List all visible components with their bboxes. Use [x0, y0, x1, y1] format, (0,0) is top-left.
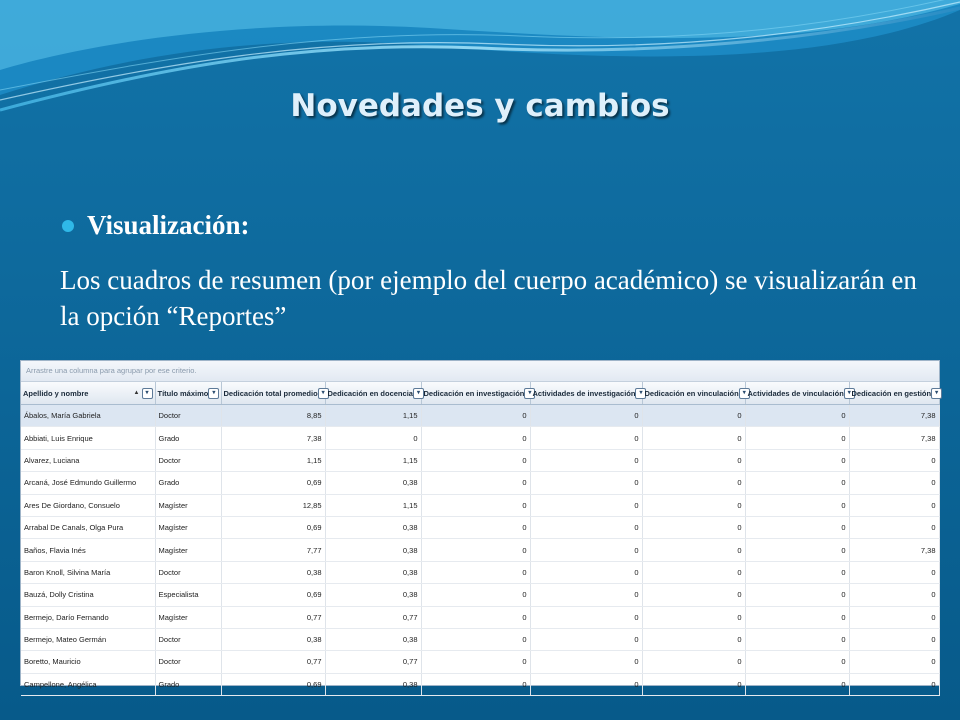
column-header-label: Dedicación en vinculación: [644, 388, 739, 398]
table-cell: 0,38: [325, 628, 421, 650]
table-cell: 0: [421, 651, 530, 673]
bullet-dot-icon: [62, 220, 74, 232]
table-cell: 0: [745, 472, 849, 494]
table-row[interactable]: [21, 584, 939, 606]
table-cell: 0: [530, 449, 642, 471]
table-cell: 0,38: [325, 539, 421, 561]
table-cell: 1,15: [221, 449, 325, 471]
table-cell: 0,69: [221, 584, 325, 606]
bullet-item: [62, 210, 250, 241]
bullet-heading: Visualización:: [87, 210, 250, 240]
table-cell: 0,69: [221, 516, 325, 538]
table-cell: 0: [849, 628, 939, 650]
table-cell: 0: [642, 561, 745, 583]
table-cell: 0: [642, 651, 745, 673]
table-cell: Bermejo, Darío Fernando: [21, 606, 155, 628]
table-cell: Arrabal De Canals, Olga Pura: [21, 516, 155, 538]
table-cell: 7,38: [221, 427, 325, 449]
table-cell: 0: [421, 449, 530, 471]
table-cell: 0: [849, 449, 939, 471]
table-cell: Doctor: [155, 651, 221, 673]
table-cell: 0: [530, 516, 642, 538]
table-cell: 0: [642, 628, 745, 650]
table-cell: 7,38: [849, 427, 939, 449]
column-header-icons: [208, 388, 219, 399]
table-cell: 0: [530, 584, 642, 606]
table-row[interactable]: [21, 472, 939, 494]
table-cell: Alvarez, Luciana: [21, 449, 155, 471]
column-header[interactable]: [642, 382, 745, 405]
table-cell: Bermejo, Mateo Germán: [21, 628, 155, 650]
table-cell: 0: [421, 539, 530, 561]
table-cell: 0: [530, 673, 642, 695]
table-cell: 0: [849, 651, 939, 673]
table-cell: 0: [745, 584, 849, 606]
table-row[interactable]: [21, 539, 939, 561]
table-cell: 0,38: [325, 584, 421, 606]
table-cell: Ares De Giordano, Consuelo: [21, 494, 155, 516]
column-header[interactable]: [530, 382, 642, 405]
table-cell: 0: [530, 405, 642, 427]
column-header[interactable]: [849, 382, 939, 405]
table-row[interactable]: [21, 494, 939, 516]
report-table: [21, 382, 940, 696]
table-cell: 0,38: [325, 472, 421, 494]
table-cell: 1,15: [325, 449, 421, 471]
table-cell: 0: [642, 449, 745, 471]
table-cell: 0: [849, 584, 939, 606]
column-header-icons: [931, 388, 942, 399]
table-cell: Doctor: [155, 449, 221, 471]
table-row[interactable]: [21, 628, 939, 650]
table-cell: Magíster: [155, 539, 221, 561]
column-header[interactable]: [221, 382, 325, 405]
table-cell: 0: [745, 651, 849, 673]
table-cell: 1,15: [325, 405, 421, 427]
table-cell: 0: [849, 673, 939, 695]
column-header-label: Título máximo: [157, 388, 209, 398]
table-cell: Baron Knoll, Silvina María: [21, 561, 155, 583]
filter-dropdown-icon[interactable]: ▾: [318, 388, 329, 399]
table-cell: 0,38: [221, 628, 325, 650]
table-row[interactable]: [21, 516, 939, 538]
table-cell: 0: [642, 673, 745, 695]
table-cell: Abbiati, Luis Enrique: [21, 427, 155, 449]
table-cell: 0: [745, 449, 849, 471]
table-cell: Doctor: [155, 405, 221, 427]
table-cell: 0,77: [325, 606, 421, 628]
table-cell: 0: [421, 606, 530, 628]
table-cell: 0: [421, 405, 530, 427]
table-cell: 8,85: [221, 405, 325, 427]
table-cell: 0: [530, 628, 642, 650]
table-cell: 0: [530, 606, 642, 628]
column-header-icons: [134, 388, 153, 399]
table-cell: 0,38: [325, 673, 421, 695]
table-cell: Magíster: [155, 494, 221, 516]
table-cell: 0: [849, 561, 939, 583]
table-row[interactable]: [21, 673, 939, 695]
table-cell: 0: [849, 494, 939, 516]
table-cell: 1,15: [325, 494, 421, 516]
column-header-label: Apellido y nombre: [23, 388, 89, 398]
filter-dropdown-icon[interactable]: ▾: [931, 388, 942, 399]
table-row[interactable]: [21, 427, 939, 449]
filter-dropdown-icon[interactable]: ▾: [844, 388, 855, 399]
table-cell: 0: [745, 539, 849, 561]
table-cell: Magíster: [155, 606, 221, 628]
table-cell: 7,38: [849, 405, 939, 427]
column-header-label: Actividades de investigación: [532, 388, 636, 398]
table-cell: Doctor: [155, 561, 221, 583]
column-header[interactable]: [745, 382, 849, 405]
filter-dropdown-icon[interactable]: ▾: [413, 388, 424, 399]
table-cell: 0: [642, 494, 745, 516]
column-header-icons: [413, 388, 424, 399]
table-cell: 0: [642, 539, 745, 561]
table-cell: 0: [530, 539, 642, 561]
table-cell: 0: [421, 427, 530, 449]
table-cell: 0: [745, 427, 849, 449]
table-cell: 0: [421, 628, 530, 650]
table-cell: Doctor: [155, 628, 221, 650]
table-cell: Ábalos, María Gabriela: [21, 405, 155, 427]
table-cell: 0: [530, 472, 642, 494]
table-row[interactable]: [21, 405, 939, 427]
table-cell: 0,77: [221, 651, 325, 673]
table-cell: 0: [745, 516, 849, 538]
table-cell: 0,38: [325, 561, 421, 583]
table-cell: 0,38: [325, 516, 421, 538]
table-header-row: [21, 382, 939, 405]
table-cell: 0: [421, 472, 530, 494]
column-header[interactable]: [325, 382, 421, 405]
table-cell: Bauzá, Dolly Cristina: [21, 584, 155, 606]
column-header-label: Dedicación en docencia: [327, 388, 413, 398]
sort-ascending-icon[interactable]: ▲: [133, 390, 140, 396]
table-cell: 0: [745, 628, 849, 650]
column-header[interactable]: [21, 382, 155, 405]
table-cell: 0: [642, 405, 745, 427]
table-cell: 0: [421, 584, 530, 606]
table-cell: 0: [325, 427, 421, 449]
filter-dropdown-icon[interactable]: ▾: [524, 388, 535, 399]
table-cell: 12,85: [221, 494, 325, 516]
table-body: [21, 405, 939, 696]
table-cell: 0: [421, 673, 530, 695]
table-cell: 0: [642, 472, 745, 494]
slide-description: Los cuadros de resumen (por ejemplo del cuerpo académico) se visualizarán en la opción “Reportes”: [60, 265, 917, 331]
table-cell: 0,77: [221, 606, 325, 628]
table-cell: 0: [530, 651, 642, 673]
table-cell: 0: [849, 516, 939, 538]
column-header-label: Dedicación en investigación: [423, 388, 525, 398]
table-cell: 0: [642, 516, 745, 538]
filter-dropdown-icon[interactable]: ▾: [208, 388, 219, 399]
table-cell: 0: [642, 606, 745, 628]
table-cell: 0: [745, 494, 849, 516]
table-cell: 0: [530, 494, 642, 516]
table-cell: Baños, Flavia Inés: [21, 539, 155, 561]
column-header[interactable]: [155, 382, 221, 405]
filter-dropdown-icon[interactable]: ▾: [739, 388, 750, 399]
table-row[interactable]: [21, 561, 939, 583]
table-cell: 0: [530, 427, 642, 449]
filter-dropdown-icon[interactable]: ▾: [142, 388, 153, 399]
table-cell: Arcaná, José Edmundo Guillermo: [21, 472, 155, 494]
table-cell: 7,38: [849, 539, 939, 561]
column-header-label: Dedicación en gestión: [851, 388, 932, 398]
column-header[interactable]: [421, 382, 530, 405]
table-cell: 7,77: [221, 539, 325, 561]
table-row[interactable]: [21, 449, 939, 471]
table-cell: Campellone, Angélica: [21, 673, 155, 695]
table-cell: 0: [642, 427, 745, 449]
table-cell: Especialista: [155, 584, 221, 606]
table-cell: Grado: [155, 673, 221, 695]
table-cell: 0: [745, 606, 849, 628]
table-cell: Boretto, Mauricio: [21, 651, 155, 673]
table-cell: 0: [849, 472, 939, 494]
table-row[interactable]: [21, 606, 939, 628]
table-cell: 0,38: [221, 561, 325, 583]
table-cell: 0: [642, 584, 745, 606]
column-header-label: Actividades de vinculación: [747, 388, 844, 398]
table-row[interactable]: [21, 651, 939, 673]
table-cell: 0: [421, 561, 530, 583]
table-cell: 0: [745, 561, 849, 583]
table-cell: 0,69: [221, 673, 325, 695]
table-cell: 0,77: [325, 651, 421, 673]
filter-dropdown-icon[interactable]: ▾: [635, 388, 646, 399]
group-by-panel[interactable]: Arrastre una columna para agrupar por ese criterio.: [21, 361, 939, 382]
table-cell: Grado: [155, 472, 221, 494]
table-cell: 0: [530, 561, 642, 583]
table-cell: 0: [745, 405, 849, 427]
slide-title: Novedades y cambios: [290, 88, 670, 124]
table-cell: 0: [421, 516, 530, 538]
table-cell: 0: [849, 606, 939, 628]
table-cell: 0,69: [221, 472, 325, 494]
report-grid: [20, 360, 940, 689]
table-cell: Magíster: [155, 516, 221, 538]
column-header-label: Dedicación total promedio: [223, 388, 318, 398]
table-cell: 0: [421, 494, 530, 516]
table-cell: Grado: [155, 427, 221, 449]
table-cell: 0: [745, 673, 849, 695]
